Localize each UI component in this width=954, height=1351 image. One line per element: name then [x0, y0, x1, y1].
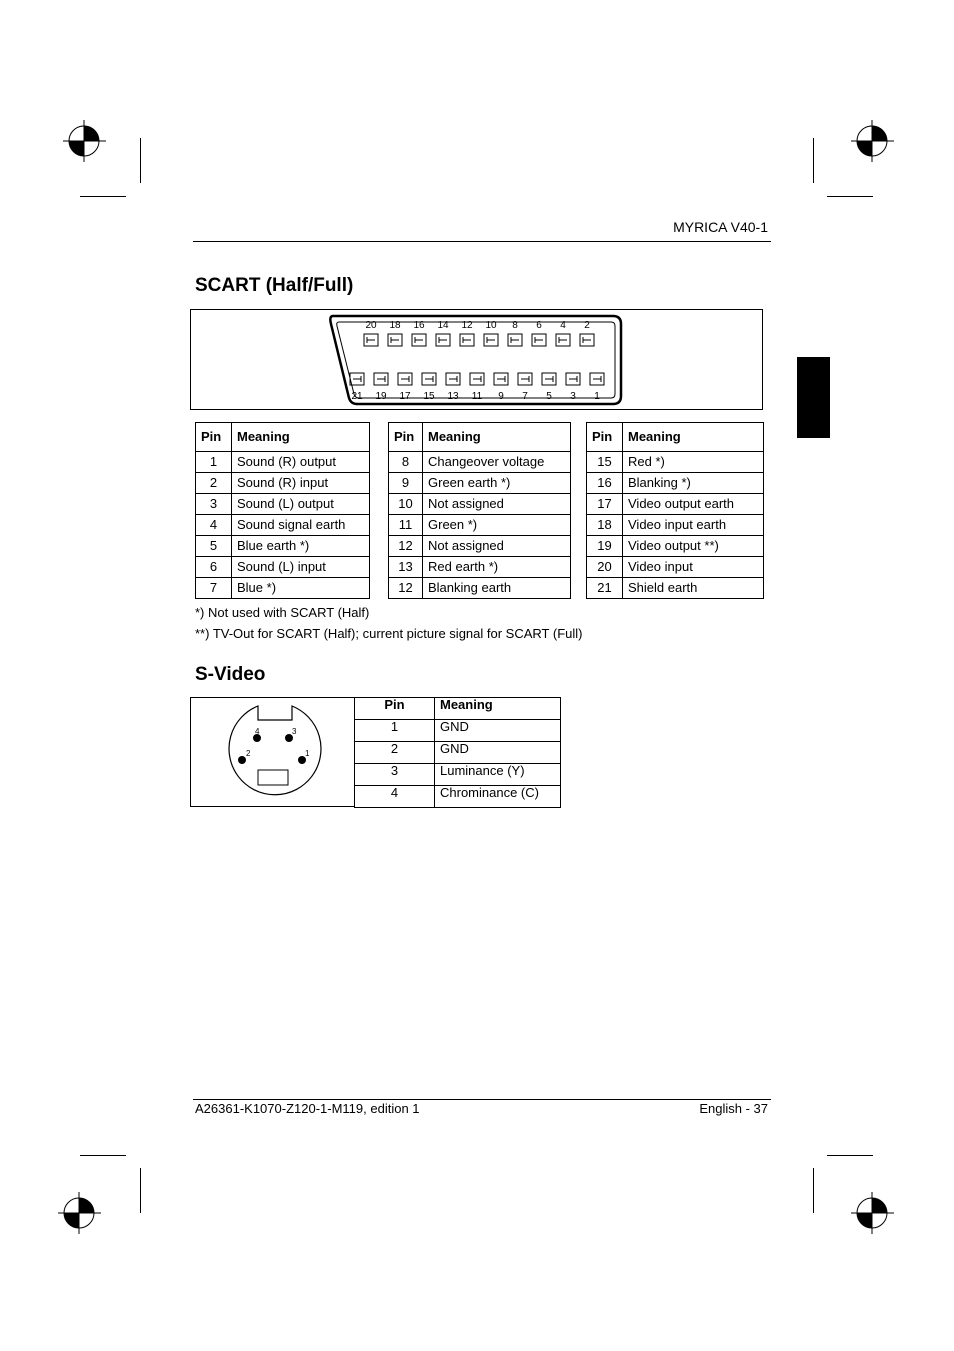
svideo-pin-table	[354, 697, 561, 808]
pin-number-cell: 4	[355, 786, 435, 808]
pin-meaning-cell: GND	[435, 742, 561, 764]
pin-column-header: Pin	[196, 423, 232, 452]
pin-meaning-cell: Video input	[623, 557, 764, 578]
pin-number-cell: 12	[389, 578, 423, 599]
scart-pin	[580, 334, 594, 346]
scart-pin-label: 9	[498, 391, 504, 402]
scart-pin-label: 4	[560, 320, 566, 331]
registration-target-icon	[55, 1190, 105, 1236]
pin-number-cell: 3	[196, 494, 232, 515]
scart-pin	[398, 373, 412, 385]
table-header-row	[587, 423, 764, 452]
table-row	[587, 515, 764, 536]
pin-meaning-cell: Blanking earth	[423, 578, 571, 599]
scart-pin	[388, 334, 402, 346]
scart-pin-label: 15	[423, 391, 435, 402]
svideo-pin-label: 1	[305, 749, 310, 758]
svideo-connector-diagram	[220, 700, 330, 804]
pin-number-cell: 20	[587, 557, 623, 578]
pin-number-cell: 17	[587, 494, 623, 515]
pin-number-cell: 11	[389, 515, 423, 536]
table-row	[389, 536, 571, 557]
table-row	[389, 578, 571, 599]
pin-meaning-cell: Blue *)	[232, 578, 370, 599]
pin-meaning-cell: Sound (R) input	[232, 473, 370, 494]
scart-pin	[532, 334, 546, 346]
table-row	[587, 578, 764, 599]
pin-meaning-cell: Red *)	[623, 452, 764, 473]
pin-number-cell: 1	[196, 452, 232, 473]
table-row	[587, 557, 764, 578]
scart-pin-label: 2	[584, 320, 590, 331]
pin-meaning-cell: Sound (R) output	[232, 452, 370, 473]
scart-heading: SCART (Half/Full)	[195, 275, 354, 296]
scart-pin	[542, 373, 556, 385]
scart-pin-label: 1	[594, 391, 600, 402]
page-number: English - 37	[699, 1101, 768, 1116]
scart-pin-label: 7	[522, 391, 528, 402]
pin-number-cell: 12	[389, 536, 423, 557]
meaning-column-header: Meaning	[232, 423, 370, 452]
table-row	[196, 452, 370, 473]
scart-pin-label: 20	[365, 320, 377, 331]
pin-meaning-cell: Green *)	[423, 515, 571, 536]
scart-pin-label: 16	[413, 320, 425, 331]
pin-number-cell: 8	[389, 452, 423, 473]
pin-meaning-cell: Sound signal earth	[232, 515, 370, 536]
scart-pin-label: 14	[437, 320, 449, 331]
pin-meaning-cell: Blanking *)	[623, 473, 764, 494]
pin-meaning-cell: Video output earth	[623, 494, 764, 515]
pin-meaning-cell: Sound (L) input	[232, 557, 370, 578]
scart-pin-table-1	[195, 422, 370, 599]
chapter-tab-marker	[797, 357, 830, 438]
meaning-column-header: Meaning	[435, 698, 561, 720]
svideo-heading: S-Video	[195, 664, 266, 685]
svideo-pin-label: 2	[246, 749, 251, 758]
table-row	[587, 494, 764, 515]
table-header-row	[196, 423, 370, 452]
scart-pin-label: 21	[351, 391, 363, 402]
document-title: MYRICA V40-1	[673, 219, 768, 235]
pin-meaning-cell: Video input earth	[623, 515, 764, 536]
pin-meaning-cell: Video output **)	[623, 536, 764, 557]
svideo-pin-label: 3	[292, 727, 297, 736]
pin-number-cell: 6	[196, 557, 232, 578]
table-row	[355, 720, 561, 742]
registration-target-icon	[848, 1190, 898, 1236]
pin-number-cell: 1	[355, 720, 435, 742]
table-row	[389, 515, 571, 536]
pin-meaning-cell: Green earth *)	[423, 473, 571, 494]
pin-number-cell: 5	[196, 536, 232, 557]
footnote-single-asterisk: *) Not used with SCART (Half)	[195, 605, 370, 620]
scart-pin-label: 3	[570, 391, 576, 402]
scart-pin	[518, 373, 532, 385]
pin-number-cell: 21	[587, 578, 623, 599]
meaning-column-header: Meaning	[623, 423, 764, 452]
scart-pin-label: 5	[546, 391, 552, 402]
table-row	[196, 536, 370, 557]
table-row	[196, 578, 370, 599]
table-row	[389, 452, 571, 473]
footnote-double-asterisk: **) TV-Out for SCART (Half); current picture signal for SCART (Full)	[195, 626, 583, 641]
pin-number-cell: 3	[355, 764, 435, 786]
svideo-pin-label: 4	[255, 727, 260, 736]
pin-meaning-cell: Sound (L) output	[232, 494, 370, 515]
pin-meaning-cell: Changeover voltage	[423, 452, 571, 473]
svideo-pin-2	[238, 756, 246, 764]
scart-pin	[484, 334, 498, 346]
table-row	[196, 494, 370, 515]
pin-meaning-cell: Luminance (Y)	[435, 764, 561, 786]
table-row	[587, 473, 764, 494]
table-row	[196, 473, 370, 494]
table-header-row	[355, 698, 561, 720]
scart-pin-label: 10	[485, 320, 497, 331]
pin-number-cell: 18	[587, 515, 623, 536]
scart-pin-label: 6	[536, 320, 542, 331]
scart-pin	[470, 373, 484, 385]
scart-connector-inner-outline	[337, 322, 615, 398]
pin-meaning-cell: Red earth *)	[423, 557, 571, 578]
table-row	[389, 494, 571, 515]
scart-pin-label: 13	[447, 391, 459, 402]
scart-pin-table-3	[586, 422, 764, 599]
pin-meaning-cell: Not assigned	[423, 536, 571, 557]
document-code: A26361-K1070-Z120-1-M119, edition 1	[195, 1101, 420, 1116]
scart-pin	[436, 334, 450, 346]
table-row	[389, 473, 571, 494]
pin-number-cell: 7	[196, 578, 232, 599]
scart-pin	[508, 334, 522, 346]
scart-pin-label: 8	[512, 320, 518, 331]
pin-number-cell: 2	[355, 742, 435, 764]
pin-meaning-cell: GND	[435, 720, 561, 742]
header-rule	[193, 241, 771, 242]
pin-column-header: Pin	[389, 423, 423, 452]
pin-number-cell: 9	[389, 473, 423, 494]
scart-pin	[460, 334, 474, 346]
pin-column-header: Pin	[355, 698, 435, 720]
scart-connector-diagram	[325, 312, 630, 408]
scart-pin-label: 12	[461, 320, 473, 331]
table-row	[355, 764, 561, 786]
registration-target-icon	[60, 118, 110, 164]
table-row	[389, 557, 571, 578]
table-row	[196, 557, 370, 578]
scart-pin-label: 18	[389, 320, 401, 331]
registration-target-icon	[848, 118, 898, 164]
scart-pin	[364, 334, 378, 346]
scart-pin-label: 17	[399, 391, 411, 402]
scart-pin-label: 11	[471, 391, 483, 402]
pin-number-cell: 4	[196, 515, 232, 536]
footer-rule	[193, 1099, 771, 1100]
scart-pin	[566, 373, 580, 385]
pin-meaning-cell: Blue earth *)	[232, 536, 370, 557]
scart-pin-table-2	[388, 422, 571, 599]
pin-meaning-cell: Not assigned	[423, 494, 571, 515]
scart-pin	[556, 334, 570, 346]
table-header-row	[389, 423, 571, 452]
table-row	[355, 742, 561, 764]
scart-pin	[446, 373, 460, 385]
table-row	[196, 515, 370, 536]
meaning-column-header: Meaning	[423, 423, 571, 452]
scart-pin	[590, 373, 604, 385]
scart-pin	[422, 373, 436, 385]
svideo-key-slot	[258, 770, 288, 785]
pin-number-cell: 15	[587, 452, 623, 473]
scart-pin	[494, 373, 508, 385]
pin-meaning-cell: Shield earth	[623, 578, 764, 599]
pin-number-cell: 16	[587, 473, 623, 494]
table-row	[587, 452, 764, 473]
pin-number-cell: 19	[587, 536, 623, 557]
pin-number-cell: 13	[389, 557, 423, 578]
pin-number-cell: 2	[196, 473, 232, 494]
table-row	[355, 786, 561, 808]
pin-number-cell: 10	[389, 494, 423, 515]
scart-pin	[374, 373, 388, 385]
scart-pin-label: 19	[375, 391, 387, 402]
scart-pin	[412, 334, 426, 346]
pin-meaning-cell: Chrominance (C)	[435, 786, 561, 808]
table-row	[587, 536, 764, 557]
pin-column-header: Pin	[587, 423, 623, 452]
scart-pin	[350, 373, 364, 385]
